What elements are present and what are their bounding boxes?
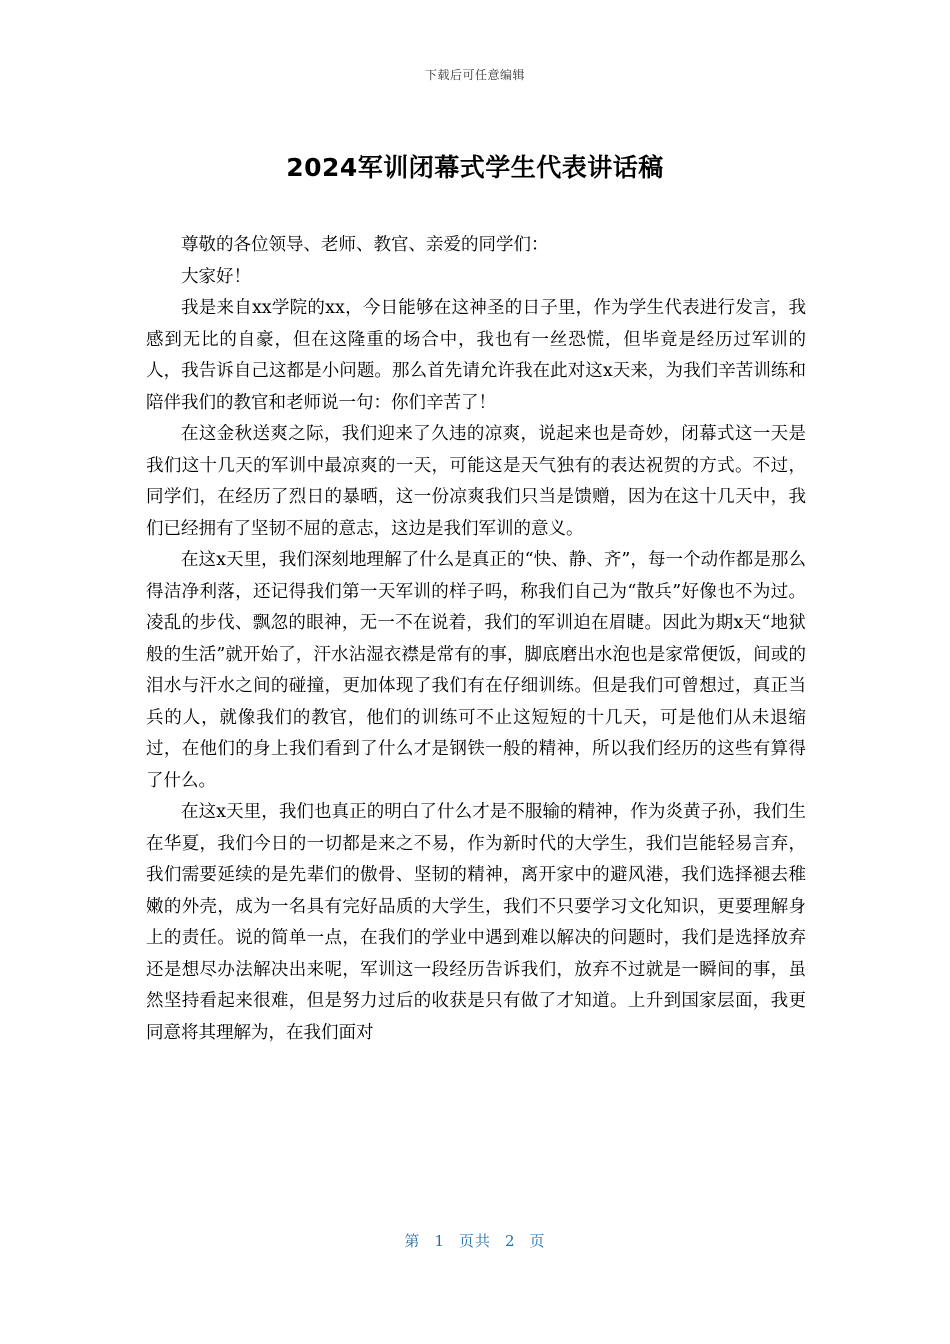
footer-middle: 页共	[458, 1232, 491, 1250]
page-footer	[0, 1230, 950, 1251]
paragraph: 在这金秋送爽之际，我们迎来了久违的凉爽，说起来也是奇妙，闭幕式这一天是我们这十几天的军训中最凉爽的一天，可能这是天气独有的表达祝贺的方式。不过，同学们，在经历了烈日的暴晒，这一份凉爽我们只当是馈赠，因为在这十几天中，我们已经拥有了坚韧不屈的意志，这边是我们军训的意义。	[146, 424, 806, 539]
paragraph-salutation: 尊敬的各位领导、老师、教官、亲爱的同学们：	[181, 235, 549, 255]
paragraph: 在这x天里，我们也真正的明白了什么才是不服输的精神，作为炎黄子孙，我们生在华夏，我们今日的一切都是来之不易，作为新时代的大学生，我们岂能轻易言弃，我们需要延续的是先辈们的傲骨、坚韧的精神，离开家中的避风港，我们选择褪去稚嫩的外壳，成为一名具有完好品质的大学生，我们不只要学习文化知识，更要理解身上的责任。说的简单一点，在我们的学业中遇到难以解决的问题时，我们是选择放弃还是想尽办法解决出来呢，军训这一段经历告诉我们，放弃不过就是一瞬间的事，虽然坚持看起来很难，但是努力过后的收获是只有做了才知道。上升到国家层面，我更同意将其理解为，在我们面对	[146, 802, 806, 1043]
footer-suffix: 页	[529, 1232, 546, 1250]
document-body	[146, 230, 806, 1049]
document-title: 2024军训闭幕式学生代表讲话稿	[286, 153, 664, 182]
header-note: 下载后可任意编辑	[424, 68, 525, 82]
footer-prefix: 第	[404, 1232, 421, 1250]
current-page-number: 1	[434, 1232, 445, 1250]
total-pages-number: 2	[505, 1232, 516, 1250]
paragraph-greeting: 大家好！	[181, 266, 251, 287]
paragraph: 在这x天里，我们深刻地理解了什么是真正的“快、静、齐”，每一个动作都是那么得洁净利落，还记得我们第一天军训的样子吗，称我们自己为“散兵”好像也不为过。凌乱的步伐、飘忽的眼神，无一不在说着，我们的军训迫在眉睫。因此为期x天“地狱般的生活”就开始了，汗水沾湿衣襟是常有的事，脚底磨出水泡也是家常便饭，间或的泪水与汗水之间的碰撞，更加体现了我们有在仔细训练。但是我们可曾想过，真正当兵的人，就像我们的教官，他们的训练可不止这短短的十几天，可是他们从未退缩过，在他们的身上我们看到了什么才是钢铁一般的精神，所以我们经历的这些有算得了什么。	[146, 550, 806, 791]
paragraph: 我是来自xx学院的xx，今日能够在这神圣的日子里，作为学生代表进行发言，我感到无比的自豪，但在这隆重的场合中，我也有一丝恐慌，但毕竟是经历过军训的人，我告诉自己这都是小问题。那么首先请允许我在此对这x天来，为我们辛苦训练和陪伴我们的教官和老师说一句：你们辛苦了！	[146, 298, 806, 413]
